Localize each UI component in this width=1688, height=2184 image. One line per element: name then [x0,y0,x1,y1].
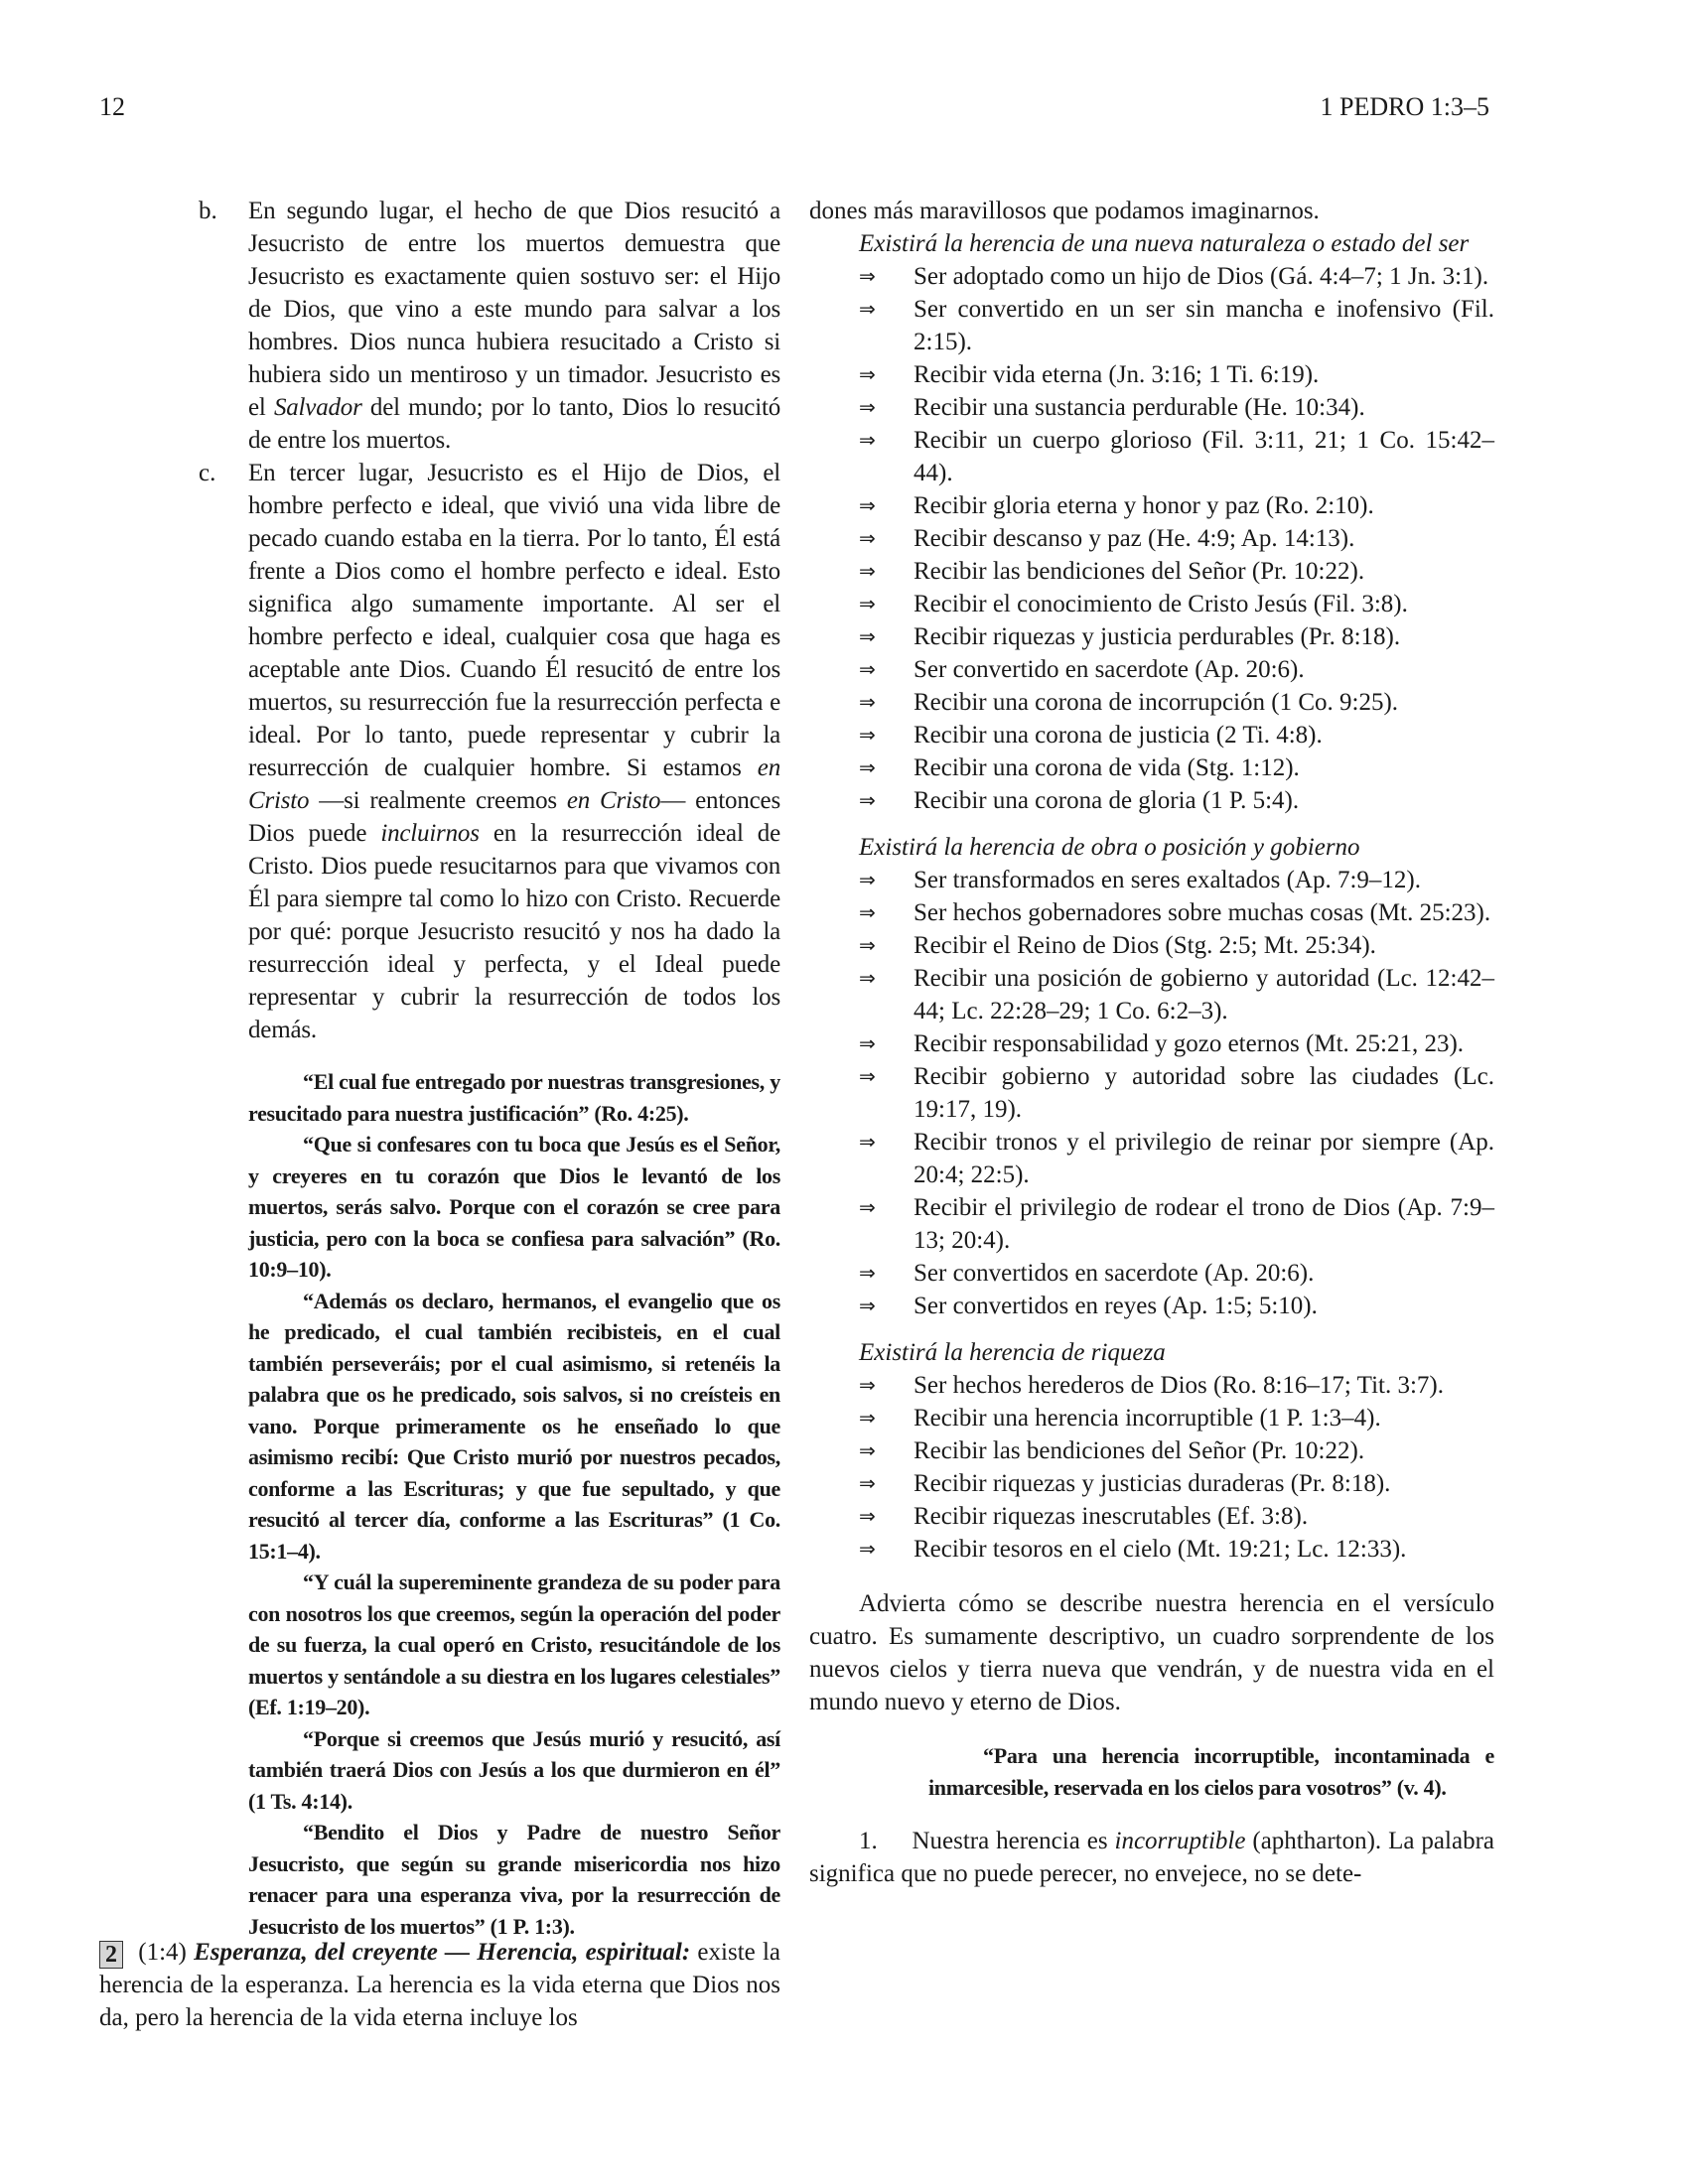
double-arrow-icon: ⇒ [859,868,876,891]
left-column [199,195,780,1942]
arrow-list [809,1369,1494,1566]
list-item-text: Recibir responsabilidad y gozo eternos (Mt. 25:21, 23). [914,1030,1465,1057]
section-ref: (1:4) [138,1939,187,1966]
item-text: En tercer lugar, Jesucristo es el Hijo de Dios, el hombre perfecto e ideal, que vivió una vida libre de pecado cuando estaba en la tierra. Por lo tanto, Él está frente a Dios como el hombre perfecto e ideal. Esto significa algo sumamente importante. Al ser el hombre perfecto e ideal, cualquier cosa que haga es aceptable ante Dios. Cuando Él resucitó de entre los muertos, su resurrección fue la resurrección perfecta e ideal. Por lo tanto, puede representar y cubrir la resurrección de cualquier hombre. Si estamos en Cristo —si realmente creemos en Cristo— entonces Dios puede incluirnos en la resurrección ideal de Cristo. Dios puede resucitarnos para que vivamos con Él para siempre tal como lo hizo con Cristo. Recuerde por qué: porque Jesucristo resucitó y nos ha dado la resurrección ideal y perfecta, y el Ideal puede representar y cubrir la resurrección de todos los demás. [248,460,780,1043]
scripture-quote: “Porque si creemos que Jesús murió y resucitó, así también traerá Dios con Jesús a los que durmieron en él” (1 Ts. 4:14). [248,1725,780,1814]
double-arrow-icon: ⇒ [859,1537,876,1561]
point-italic: incorruptible [1114,1828,1246,1854]
list-item [859,293,1494,358]
list-item [859,1402,1494,1434]
scripture-quote: “Que si confesares con tu boca que Jesús es el Señor, y creyeres en tu corazón que Dios le levantó de los muertos, serás salvo. Porque con el corazón se cree para justicia, pero con la boca se confiesa para salvación” (Ro. 10:9–10). [248,1132,780,1282]
list-item-text: Recibir una herencia incorruptible (1 P. 1:3–4). [914,1405,1381,1432]
double-arrow-icon: ⇒ [859,788,876,812]
list-item-text: Recibir el privilegio de rodear el trono de Dios (Ap. 7:9–13; 20:4). [914,1194,1494,1254]
section-2 [99,1936,780,2034]
double-arrow-icon: ⇒ [859,592,876,615]
list-item-text: Ser convertido en sacerdote (Ap. 20:6). [914,656,1305,683]
double-arrow-icon: ⇒ [859,1373,876,1397]
double-arrow-icon: ⇒ [859,395,876,419]
double-arrow-icon: ⇒ [859,362,876,386]
list-item [859,929,1494,962]
list-item [859,1500,1494,1533]
list-item [859,1434,1494,1467]
page-number: 12 [99,92,125,121]
point-number: 1. [859,1828,878,1854]
double-arrow-icon: ⇒ [859,755,876,779]
list-item-text: Ser hechos gobernadores sobre muchas cosas (Mt. 25:23). [914,899,1491,926]
list-item-text: Recibir tesoros en el cielo (Mt. 19:21; Lc. 12:33). [914,1536,1407,1563]
section-text: existe la herencia de la esperanza. La herencia es la vida eterna que Dios nos da, pero la herencia de la vida eterna incluye los [99,1939,781,2031]
section-heading: Esperanza, del creyente — Herencia, espiritual: [194,1939,691,1966]
body-paragraph: Advierta cómo se describe nuestra herencia en el versículo cuatro. Es sumamente descriptivo, un cuadro sorprendente de los nuevos cielos y tierra nueva que vendrán, y de nuestra vida en el mundo nuevo y eterno de Dios. [809,1590,1494,1715]
list-item [859,1191,1494,1257]
list-item [859,896,1494,929]
double-arrow-icon: ⇒ [859,690,876,714]
point-text: Nuestra herencia es [912,1828,1115,1854]
double-arrow-icon: ⇒ [859,1130,876,1154]
list-item [859,1533,1494,1566]
point-1 [809,1825,1494,1890]
inheritance-groups [809,227,1494,1566]
list-item-text: Recibir tronos y el privilegio de reinar por siempre (Ap. 20:4; 22:5). [914,1129,1494,1188]
list-item [859,1467,1494,1500]
list-item-text: Recibir riquezas y justicias duraderas (Pr. 8:18). [914,1470,1391,1497]
list-item [859,751,1494,784]
double-arrow-icon: ⇒ [859,264,876,288]
list-item [859,1027,1494,1060]
list-item-text: Recibir las bendiciones del Señor (Pr. 10:22). [914,558,1365,585]
double-arrow-icon: ⇒ [859,493,876,517]
list-item-text: Recibir una corona de incorrupción (1 Co. 9:25). [914,689,1399,716]
list-item-text: Ser hechos herederos de Dios (Ro. 8:16–17; Tit. 3:7). [914,1372,1444,1399]
list-item-text: Recibir una sustancia perdurable (He. 10:34). [914,394,1365,421]
list-item [859,784,1494,817]
double-arrow-icon: ⇒ [859,933,876,957]
list-item [859,1257,1494,1290]
verse-quote-text: “Para una herencia incorruptible, incontaminada e inmarcesible, reservada en los cielos para vosotros” (v. 4). [928,1743,1494,1800]
list-item [859,864,1494,896]
double-arrow-icon: ⇒ [859,1504,876,1528]
scripture-quote: “Además os declaro, hermanos, el evangelio que os he predicado, el cual también recibisteis, en el cual también perseveráis; por el cual asimismo, si retenéis la palabra que os he predicado, sois salvos, si no creísteis en vano. Porque primeramente os he enseñado lo que asimismo recibí: Que Cristo murió por nuestros pecados, conforme a las Escrituras; y que fue sepultado, y que resucitó al tercer día, conforme a las Escrituras” (1 Co. 15:1–4). [248,1288,780,1564]
list-item [859,686,1494,719]
list-item [859,424,1494,489]
double-arrow-icon: ⇒ [859,428,876,452]
verse-quote [928,1740,1494,1803]
double-arrow-icon: ⇒ [859,1406,876,1430]
list-item [859,1290,1494,1322]
double-arrow-icon: ⇒ [859,1261,876,1285]
group-heading: Existirá la herencia de riqueza [859,1339,1166,1366]
list-item-text: Recibir riquezas y justicia perdurables (Pr. 8:18). [914,623,1401,650]
list-item [859,653,1494,686]
list-item-text: Recibir una corona de vida (Stg. 1:12). [914,754,1300,781]
lettered-list [199,195,780,1046]
list-item [859,719,1494,751]
double-arrow-icon: ⇒ [859,559,876,583]
list-item-text: Recibir un cuerpo glorioso (Fil. 3:11, 21; 1 Co. 15:42–44). [914,427,1494,486]
item-label: c. [199,460,216,486]
list-item-text: Recibir gobierno y autoridad sobre las ciudades (Lc. 19:17, 19). [914,1063,1494,1123]
list-item-text: Ser transformados en seres exaltados (Ap. 7:9–12). [914,867,1421,893]
list-item [859,962,1494,1027]
double-arrow-icon: ⇒ [859,723,876,747]
list-item-text: Recibir el Reino de Dios (Stg. 2:5; Mt. 25:34). [914,932,1376,959]
list-item-text: Recibir el conocimiento de Cristo Jesús (Fil. 3:8). [914,591,1408,617]
list-item [859,1369,1494,1402]
group-heading: Existirá la herencia de obra o posición y gobierno [859,834,1360,861]
double-arrow-icon: ⇒ [859,526,876,550]
list-item [859,588,1494,620]
list-item [859,555,1494,588]
list-item [859,391,1494,424]
double-arrow-icon: ⇒ [859,657,876,681]
list-item [859,522,1494,555]
arrow-list [809,864,1494,1322]
scripture-quote: “El cual fue entregado por nuestras transgresiones, y resucitado para nuestra justificación” (Ro. 4:25). [248,1069,780,1126]
double-arrow-icon: ⇒ [859,1064,876,1088]
list-item [859,260,1494,293]
list-item-text: Recibir gloria eterna y honor y paz (Ro. 2:10). [914,492,1374,519]
list-item-text: Recibir las bendiciones del Señor (Pr. 10:22). [914,1437,1365,1464]
double-arrow-icon: ⇒ [859,624,876,648]
list-item-text: Recibir vida eterna (Jn. 3:16; 1 Ti. 6:19). [914,361,1320,388]
double-arrow-icon: ⇒ [859,1471,876,1495]
list-item [859,489,1494,522]
scripture-quote: “Y cuál la supereminente grandeza de su poder para con nosotros los que creemos, según la operación del poder de su fuerza, la cual operó en Cristo, resucitándole de los muertos y sentándole a su diestra en los lugares celestiales” (Ef. 1:19–20). [248,1570,780,1719]
list-item-text: Ser convertidos en sacerdote (Ap. 20:6). [914,1260,1315,1287]
list-item-text: Recibir una corona de gloria (1 P. 5:4). [914,787,1300,814]
list-item [859,620,1494,653]
list-item [859,358,1494,391]
double-arrow-icon: ⇒ [859,966,876,990]
item-label: b. [199,198,217,224]
list-item [859,1126,1494,1191]
list-item-text: Recibir riquezas inescrutables (Ef. 3:8). [914,1503,1309,1530]
list-item-text: Recibir una corona de justicia (2 Ti. 4:8). [914,722,1323,749]
point-text-after: (aphtharton). La palabra significa que no puede perecer, no envejece, no se dete- [809,1828,1494,1887]
arrow-list [809,260,1494,817]
right-column [809,195,1494,1890]
lettered-item [199,457,780,1046]
list-item-text: Recibir una posición de gobierno y autoridad (Lc. 12:42–44; Lc. 22:28–29; 1 Co. 6:2–3). [914,965,1494,1024]
scripture-quote: “Bendito el Dios y Padre de nuestro Señor Jesucristo, que según su grande misericordia nos hizo renacer para una esperanza viva, por la resurrección de Jesucristo de los muertos” (1 P. 1:3). [248,1820,780,1939]
list-item-text: Ser adoptado como un hijo de Dios (Gá. 4:4–7; 1 Jn. 3:1). [914,263,1489,290]
double-arrow-icon: ⇒ [859,1294,876,1317]
lettered-item [199,195,780,457]
scripture-quotes [248,1066,780,1942]
list-item [859,1060,1494,1126]
double-arrow-icon: ⇒ [859,1438,876,1462]
item-text: En segundo lugar, el hecho de que Dios resucitó a Jesucristo de entre los muertos demuestra que Jesucristo es exactamente quien sostuvo ser: el Hijo de Dios, que vino a este mundo para salvar a los hombres. Dios nunca hubiera resucitado a Cristo si hubiera sido un mentiroso y un timador. Jesucristo es el Salvador del mundo; por lo tanto, Dios lo resucitó de entre los muertos. [248,198,780,454]
continuation-text: dones más maravillosos que podamos imaginarnos. [809,198,1320,224]
double-arrow-icon: ⇒ [859,1195,876,1219]
section-number-box: 2 [99,1941,123,1969]
double-arrow-icon: ⇒ [859,297,876,321]
list-item-text: Ser convertido en un ser sin mancha e inofensivo (Fil. 2:15). [914,296,1494,355]
double-arrow-icon: ⇒ [859,900,876,924]
double-arrow-icon: ⇒ [859,1031,876,1055]
running-title: 1 PEDRO 1:3–5 [1320,92,1489,121]
group-heading: Existirá la herencia de una nueva naturaleza o estado del ser [859,230,1470,257]
list-item-text: Recibir descanso y paz (He. 4:9; Ap. 14:13). [914,525,1355,552]
list-item-text: Ser convertidos en reyes (Ap. 1:5; 5:10). [914,1293,1318,1319]
